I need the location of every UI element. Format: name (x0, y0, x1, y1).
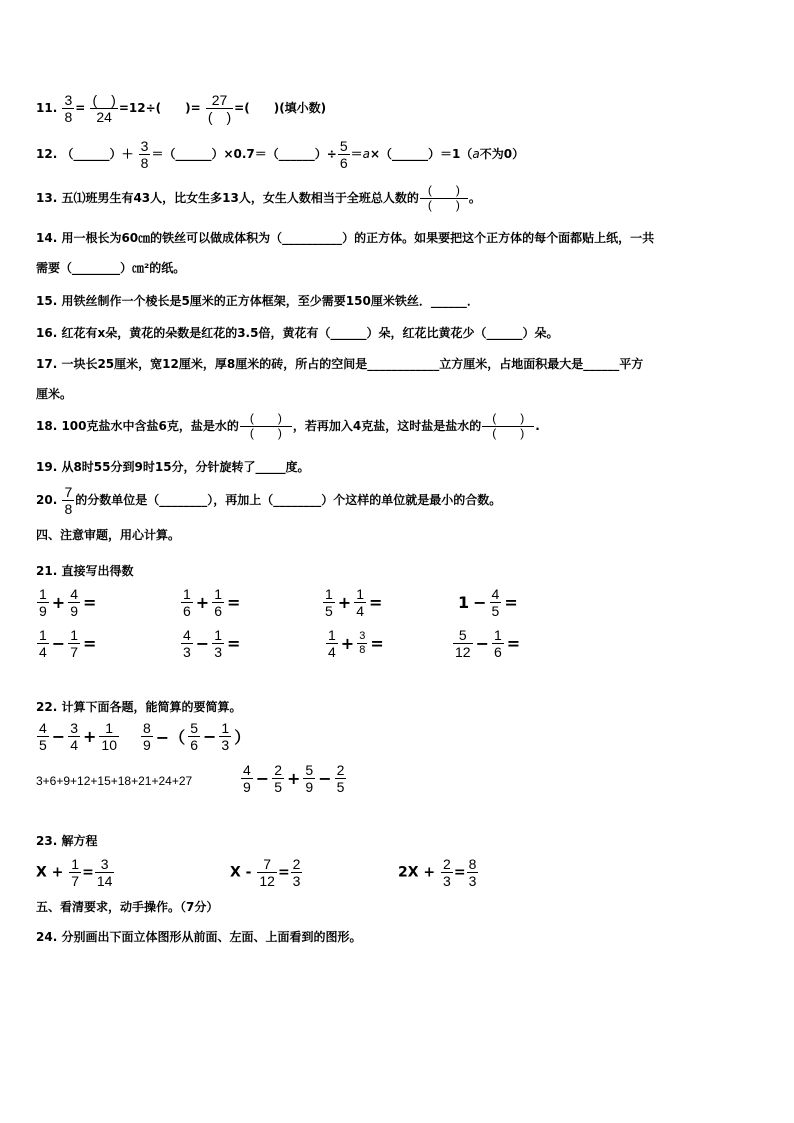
question-11: 11. $\frac{3}{8}$ = ( ) 24 =12÷( )= 27 ( ) =( )(填小数) (36, 92, 327, 126)
question-13: 13. 五⑴班男生有43人，比女生多13人，女生人数相当于全班总人数的 ( ) ( ) 。 (36, 183, 481, 212)
q21-item-3: $\frac{1}{5}$ + $\frac{1}{4}$ = (325, 586, 383, 620)
section-5-heading: 五、看清要求，动手操作。（7分） (36, 900, 219, 914)
question-24: 24. 分别画出下面立体图形从前面、左面、上面看到的图形。 (36, 930, 362, 944)
question-12: 12. （______）＋ $\frac{3}{8}$ ＝（______）×0.7＝（______）÷ $\frac{5}{6}$ ＝a×（______）＝1（a不为0） (36, 138, 525, 172)
question-21: 21. 直接写出得数 (36, 564, 134, 578)
question-17: 17. 一块长25厘米，宽12厘米，厚8厘米的砖，所占的空间是____________立方厘米，占地面积最大是______平方 (36, 357, 644, 371)
fraction: $\frac{3}{8}$ (140, 138, 149, 172)
q22-expression-2: $\frac{8}{9}$ −（ $\frac{5}{6}$ − $\frac{1}{3}$ ） (143, 720, 251, 754)
q23-equation-2: X - $\frac{7}{12}$ = $\frac{2}{3}$ (230, 856, 301, 890)
question-14-line2: 需要（________）㎝²的纸。 (36, 261, 186, 275)
q21-item-1: $\frac{1}{9}$ + $\frac{4}{9}$ = (39, 586, 97, 620)
section-4-heading: 四、注意审题，用心计算。 (36, 528, 181, 542)
question-14: 14. 用一根长为60㎝的铁丝可以做成体积为（__________）的正方体。如果要把这个正方体的每个面都贴上纸，一共 (36, 231, 655, 245)
question-15: 15. 用铁丝制作一个棱长是5厘米的正方体框架，至少需要150厘米铁丝．______． (36, 294, 479, 308)
question-18: 18. 100克盐水中含盐6克，盐是水的 ( ) ( ) ，若再加入4克盐，这时盐是盐水的 ( ) ( ) . (36, 411, 540, 440)
blank-fraction[interactable]: ( ) ( ) (482, 412, 534, 441)
fraction: $\frac{3}{8}$ (64, 92, 73, 126)
question-23: 23. 解方程 (36, 834, 98, 848)
q21-item-2: $\frac{1}{6}$ + $\frac{1}{6}$ = (183, 586, 241, 620)
q21-item-4: 1 − $\frac{4}{5}$ = (458, 586, 518, 620)
q21-item-7: $\frac{1}{4}$ + $\frac{3}{8}$ = (328, 627, 384, 661)
question-19: 19. 从8时55分到9时15分，分针旋转了_____度。 (36, 460, 310, 474)
q22-expression-1: $\frac{4}{5}$ − $\frac{3}{4}$ + $\frac{1}{10}$ (39, 720, 117, 754)
q21-item-8: $\frac{5}{12}$ − $\frac{1}{6}$ = (455, 627, 521, 661)
blank-fraction[interactable]: ( ) ( ) (240, 412, 292, 441)
q22-sum-expression: 3+6+9+12+15+18+21+24+27 (36, 774, 193, 788)
fraction: ( ) 24 (92, 92, 116, 126)
fraction: 27 ( ) (207, 92, 232, 126)
blank-fraction[interactable]: ( ) ( ) (420, 184, 468, 213)
q21-item-5: $\frac{1}{4}$ − $\frac{1}{7}$ = (39, 627, 97, 661)
fraction: $\frac{7}{8}$ (64, 484, 73, 518)
question-17-line2: 厘米。 (36, 387, 73, 401)
question-22: 22. 计算下面各题，能简算的要简算。 (36, 700, 242, 714)
fraction: $\frac{5}{6}$ (339, 138, 348, 172)
question-16: 16. 红花有x朵，黄花的朵数是红花的3.5倍，黄花有（______）朵，红花比黄花少（______）朵。 (36, 326, 559, 340)
q22-expression-4: $\frac{4}{9}$ − $\frac{2}{5}$ + $\frac{5}{9}$ − $\frac{2}{5}$ (243, 762, 345, 796)
q23-equation-1: X + $\frac{1}{7}$ = $\frac{3}{14}$ (36, 856, 113, 890)
q23-equation-3: 2X + $\frac{2}{3}$ = $\frac{8}{3}$ (398, 856, 477, 890)
question-20: 20. $\frac{7}{8}$ 的分数单位是（________），再加上（________）个这样的单位就是最小的合数。 (36, 484, 502, 518)
q21-item-6: $\frac{4}{3}$ − $\frac{1}{3}$ = (183, 627, 241, 661)
